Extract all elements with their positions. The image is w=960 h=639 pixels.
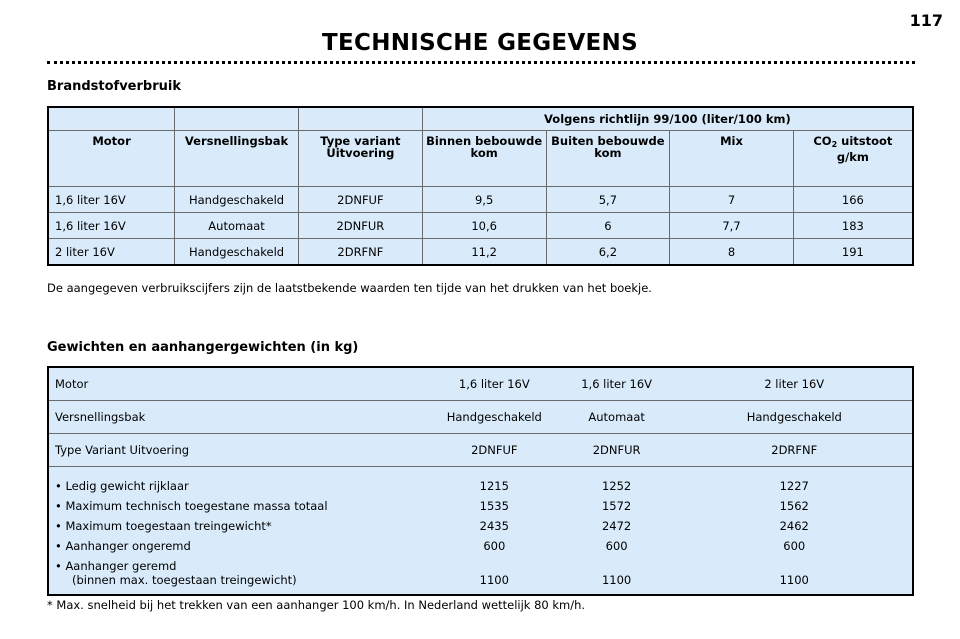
type-value: 2DNFUF: [432, 434, 557, 467]
cell-highway: 6: [546, 213, 670, 239]
type-value: 2DNFUR: [557, 434, 677, 467]
dotted-divider: [47, 61, 915, 64]
header-type: Type variant Uitvoering: [299, 131, 423, 187]
cell-type: 2DNFUR: [299, 213, 423, 239]
cell-gearbox: Handgeschakeld: [175, 239, 299, 266]
weights-column: [432, 467, 557, 596]
cell-motor: 1,6 liter 16V: [48, 213, 175, 239]
cell-gearbox: Handgeschakeld: [175, 187, 299, 213]
cell-city: 9,5: [422, 187, 546, 213]
weight-value: 1215: [479, 479, 509, 493]
cell-co2: 191: [793, 239, 913, 266]
cell-co2: 166: [793, 187, 913, 213]
motor-value: 1,6 liter 16V: [432, 367, 557, 401]
fuel-row: [48, 213, 913, 239]
weight-value: 2462: [779, 519, 809, 533]
weight-value: 1227: [779, 479, 809, 493]
weight-value: 600: [783, 539, 806, 553]
header-city: Binnen bebouwde kom: [422, 131, 546, 187]
cell-city: 10,6: [422, 213, 546, 239]
fuel-group-header-row: [48, 107, 913, 131]
weights-gearbox-row: [48, 401, 913, 434]
page-title: TECHNISCHE GEGEVENS: [322, 30, 638, 56]
empty-header-cell: [48, 107, 175, 131]
header-mix: Mix: [670, 131, 794, 187]
weight-value: 2435: [479, 519, 509, 533]
co2-subscript: 2: [831, 140, 838, 149]
weights-values-row: [48, 467, 913, 596]
weight-label-continuation: (binnen max. toegestaan treingewicht): [72, 573, 297, 587]
cell-mix: 7,7: [670, 213, 794, 239]
weights-labels-cell: [48, 467, 432, 596]
weight-value: 600: [605, 539, 628, 553]
fuel-row: [48, 239, 913, 266]
empty-header-cell: [175, 107, 299, 131]
cell-highway: 6,2: [546, 239, 670, 266]
weights-column: [677, 467, 913, 596]
gearbox-value: Automaat: [557, 401, 677, 434]
motor-value: 2 liter 16V: [677, 367, 913, 401]
cell-city: 11,2: [422, 239, 546, 266]
empty-header-cell: [299, 107, 423, 131]
type-label: Type Variant Uitvoering: [48, 434, 432, 467]
weight-value: 1572: [601, 499, 632, 513]
header-co2: [793, 131, 913, 187]
header-highway: Buiten bebouwde kom: [546, 131, 670, 187]
fuel-column-header-row: [48, 131, 913, 187]
fuel-consumption-table: [47, 106, 914, 266]
page-number: 117: [909, 11, 943, 30]
weights-column: [557, 467, 677, 596]
fuel-note: De aangegeven verbruikscijfers zijn de laatstbekende waarden ten tijde van het drukken van het boekje.: [47, 281, 652, 295]
weight-value: 1535: [479, 499, 509, 513]
weight-value: 1562: [779, 499, 809, 513]
gearbox-label: Versnellingsbak: [48, 401, 432, 434]
cell-motor: 2 liter 16V: [48, 239, 175, 266]
cell-mix: 7: [670, 187, 794, 213]
co2-suffix: uitstoot: [837, 134, 893, 148]
type-value: 2DRFNF: [677, 434, 913, 467]
co2-unit: g/km: [836, 150, 869, 164]
weights-type-row: [48, 434, 913, 467]
cell-highway: 5,7: [546, 187, 670, 213]
footnote: * Max. snelheid bij het trekken van een aanhanger 100 km/h. In Nederland wettelijk 80 km/h.: [47, 598, 586, 612]
motor-label: Motor: [48, 367, 432, 401]
cell-mix: 8: [670, 239, 794, 266]
weight-value: 600: [483, 539, 506, 553]
cell-type: 2DNFUF: [299, 187, 423, 213]
fuel-row: [48, 187, 913, 213]
weight-value: 2472: [601, 519, 632, 533]
weight-label: • Ledig gewicht rijklaar: [55, 479, 189, 493]
weight-value: 1252: [601, 479, 632, 493]
cell-type: 2DRFNF: [299, 239, 423, 266]
weight-label: • Maximum toegestaan treingewicht*: [55, 519, 272, 533]
weights-table: [47, 366, 914, 596]
weight-label: • Aanhanger ongeremd: [55, 539, 191, 553]
gearbox-value: Handgeschakeld: [677, 401, 913, 434]
weight-label: • Maximum technisch toegestane massa totaal: [55, 499, 328, 513]
header-motor: Motor: [48, 131, 175, 187]
weight-value: 1100: [479, 573, 509, 587]
weights-section-heading: Gewichten en aanhangergewichten (in kg): [47, 340, 359, 355]
weight-value: 1100: [601, 573, 632, 587]
directive-header: Volgens richtlijn 99/100 (liter/100 km): [422, 107, 913, 131]
header-gearbox: Versnellingsbak: [175, 131, 299, 187]
weight-label-braked: [55, 556, 428, 590]
gearbox-value: Handgeschakeld: [432, 401, 557, 434]
weight-value: 1100: [779, 573, 809, 587]
weight-label: • Aanhanger geremd: [55, 559, 177, 573]
cell-motor: 1,6 liter 16V: [48, 187, 175, 213]
fuel-section-heading: Brandstofverbruik: [47, 79, 181, 94]
cell-co2: 183: [793, 213, 913, 239]
co2-prefix: CO: [813, 134, 832, 148]
weights-motor-row: [48, 367, 913, 401]
motor-value: 1,6 liter 16V: [557, 367, 677, 401]
cell-gearbox: Automaat: [175, 213, 299, 239]
